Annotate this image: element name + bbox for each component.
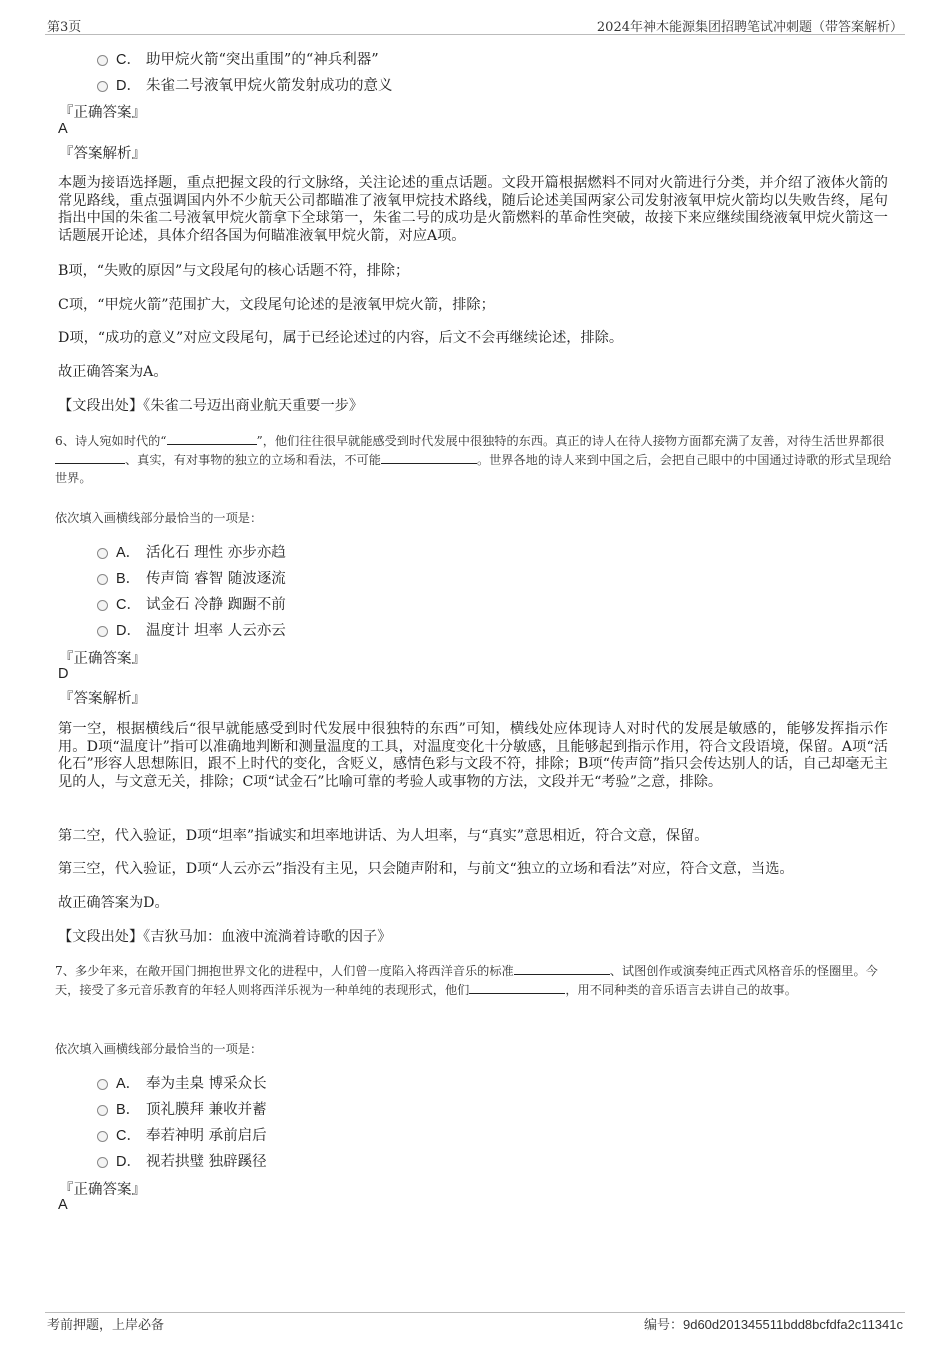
q7-stem: 7、多少年来，在敞开国门拥抱世界文化的进程中，人们曾一度陷入将西洋音乐的标准 、试图创作或演奏纯正西式风格音乐的怪圈里。今天，接受了多元音乐教育的年轻人则将西洋乐视为一种单纯的表现形式，他们 ，用不同种类的音乐语言去讲自己的故事。 [55,964,878,997]
blank-line[interactable] [381,451,477,464]
q6-answer: D [58,666,69,682]
q5-source: 【文段出处】《朱雀二号迈出商业航天重要一步》 [58,398,364,414]
q5-conclusion: 故正确答案为A。 [58,364,168,380]
q7-option-a[interactable]: A． 奉为圭臬 博采众长 [97,1072,267,1093]
radio-icon[interactable] [97,1157,108,1168]
document-title: 2024年神木能源集团招聘笔试冲刺题（带答案解析） [596,20,903,35]
q5-analysis-main: 本题为接语选择题，重点把握文段的行文脉络，关注论述的重点话题。文段开篇根据燃料不同对火箭进行分类，并介绍了液体火箭的常见路线，重点强调国内外不少航天公司都瞄准了液氧甲烷技术路线，随后论述美国两家公司发射液氧甲烷火箭均以失败告终，尾句指出中国的朱雀二号液氧甲烷火箭拿下全球第一，朱雀二号的成功是火箭燃料的革命性突破，故接下来应继续围绕液氧甲烷火箭这一话题展开论述，具体介绍各国为何瞄准液氧甲烷火箭，对应A项。 [58,175,888,244]
q7-answer-label: 『正确答案』 [59,1182,146,1198]
q6-analysis-second-blank: 第二空，代入验证，D项“坦率”指诚实和坦率地讲话、为人坦率，与“真实”意思相近，符合文意，保留。 [58,828,709,844]
footer-divider [45,1312,905,1313]
q6-option-a[interactable]: A． 活化石 理性 亦步亦趋 [97,541,286,562]
radio-icon[interactable] [97,626,108,637]
page-number: 第3页 [47,20,82,35]
q6-option-b[interactable]: B． 传声筒 睿智 随波逐流 [97,567,286,588]
q6-conclusion: 故正确答案为D。 [58,895,169,911]
q6-option-d[interactable]: D． 温度计 坦率 人云亦云 [97,619,286,640]
q5-analysis-d: D项，“成功的意义”对应文段尾句，属于已经论述过的内容，后文不会再继续论述，排除。 [58,330,624,346]
q6-analysis-third-blank: 第三空，代入验证，D项“人云亦云”指没有主见，只会随声附和，与前文“独立的立场和看法”对应，符合文意，当选。 [58,861,794,877]
q5-analysis-c: C项，“甲烷火箭”范围扩大，文段尾句论述的是液氧甲烷火箭，排除； [58,297,495,313]
q7-answer: A [58,1197,68,1213]
footer-code: 编号：9d60d201345511bdd8bcfdfa2c11341c [643,1317,903,1333]
radio-icon[interactable] [97,81,108,92]
q7-option-b[interactable]: B． 顶礼膜拜 兼收并蓄 [97,1098,267,1119]
radio-icon[interactable] [97,1131,108,1142]
blank-line[interactable] [469,981,565,994]
radio-icon[interactable] [97,1079,108,1090]
q6-stem: 6、诗人宛如时代的“ ”，他们往往很早就能感受到时代发展中很独特的东西。真正的诗人在待人接物方面都充满了友善，对待生活世界都很、真实，有对事物的独立的立场和看法，不可能 。世界各地的诗人来到中国之后，会把自己眼中的中国通过诗歌的形式呈现给世界。 [55,434,892,485]
q6-option-c[interactable]: C． 试金石 冷静 踟蹰不前 [97,593,286,614]
q6-prompt: 依次填入画横线部分最恰当的一项是： [55,511,263,525]
q5-analysis-label: 『答案解析』 [59,146,146,162]
q6-answer-label: 『正确答案』 [59,651,146,667]
radio-icon[interactable] [97,55,108,66]
radio-icon[interactable] [97,548,108,559]
q5-option-c[interactable]: C． 助甲烷火箭“突出重围”的“神兵利器” [97,48,379,69]
q6-analysis-label: 『答案解析』 [59,691,146,707]
q7-prompt: 依次填入画横线部分最恰当的一项是： [55,1042,263,1056]
q6-source: 【文段出处】《吉狄马加：血液中流淌着诗歌的因子》 [58,929,392,945]
blank-line[interactable] [514,962,610,975]
blank-line[interactable] [167,432,257,445]
radio-icon[interactable] [97,1105,108,1116]
blank-line[interactable] [55,451,125,464]
q5-answer: A [58,121,68,137]
q5-analysis-b: B项，“失败的原因”与文段尾句的核心话题不符，排除； [58,263,410,279]
q6-analysis-first-blank: 第一空，根据横线后“很早就能感受到时代发展中很独特的东西”可知，横线处应体现诗人对时代的发展是敏感的，能够发挥指示作用。D项“温度计”指可以准确地判断和测量温度的工具，对温度变化十分敏感，且能够起到指示作用，符合文段语境，保留。A项“活化石”形容人思想陈旧，跟不上时代的变化，含贬义，感情色彩与文段不符，排除；B项“传声筒”指只会传达别人的话，自己却毫无主见的人，与文意无关，排除；C项“试金石”比喻可靠的考验人或事物的方法，文段并无“考验”之意，排除。 [58,721,888,790]
q5-answer-label: 『正确答案』 [59,105,146,121]
q7-option-d[interactable]: D． 视若拱璧 独辟蹊径 [97,1150,267,1171]
header-divider [45,34,905,35]
footer-motto: 考前押题，上岸必备 [47,1318,165,1333]
radio-icon[interactable] [97,574,108,585]
radio-icon[interactable] [97,600,108,611]
q5-option-d[interactable]: D． 朱雀二号液氧甲烷火箭发射成功的意义 [97,74,393,95]
q7-option-c[interactable]: C． 奉若神明 承前启后 [97,1124,267,1145]
